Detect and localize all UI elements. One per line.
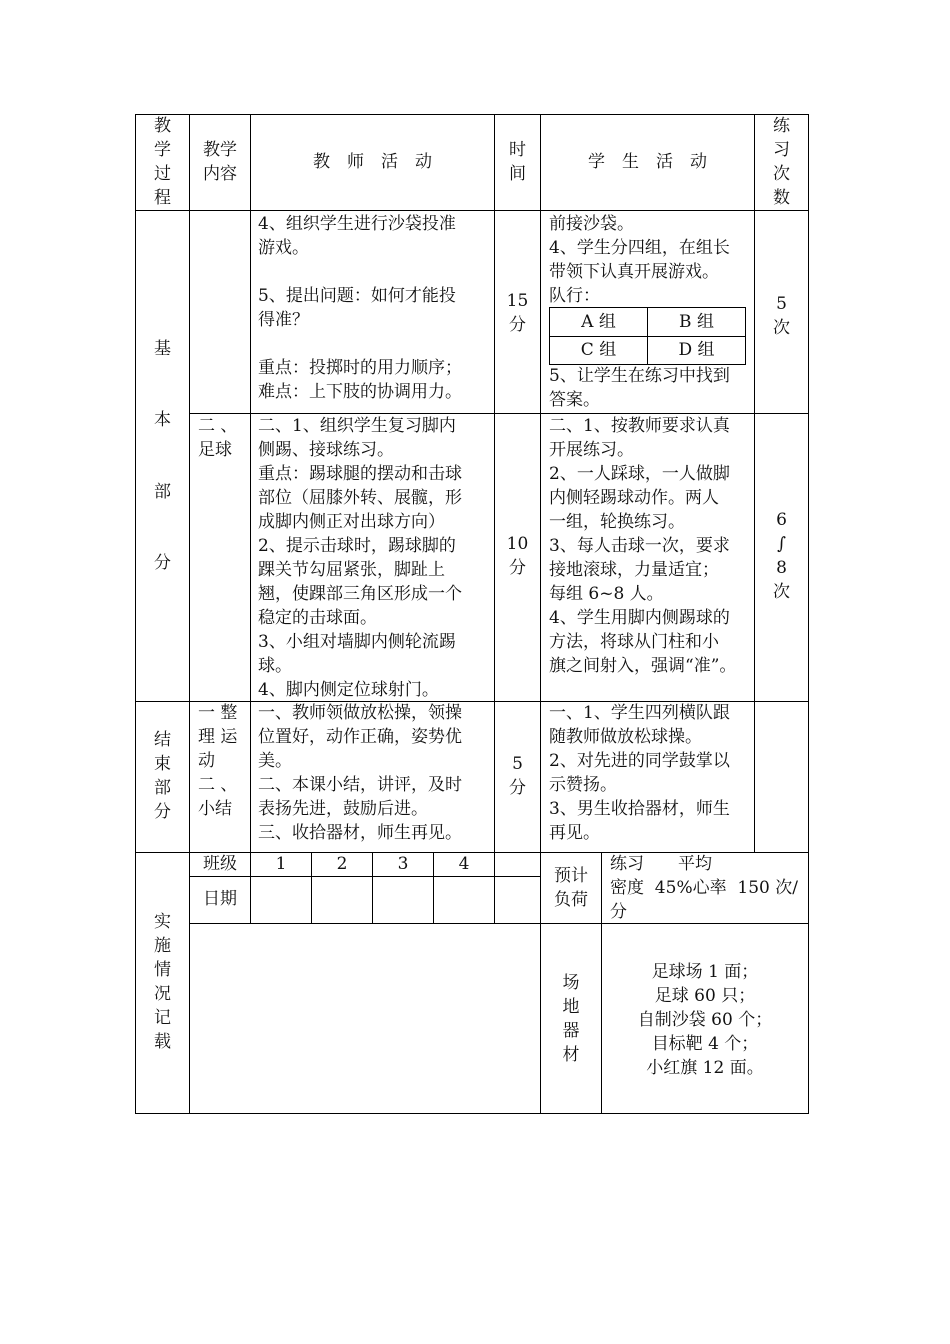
rule (540, 114, 541, 1114)
basic-row2-content: 二 、 足球 (198, 416, 238, 460)
date-label: 日期 (203, 889, 237, 909)
load-label: 预计 负荷 (554, 866, 588, 910)
basic-row1-count: 5 次 (773, 294, 790, 338)
end-teacher: 一、教师领做放松操，领操 位置好，动作正确，姿势优 美。 二、本课小结，讲评，及时 表扬先进，鼓励后进。 三、收拾器材，师生再见。 (258, 703, 462, 843)
rule (189, 876, 540, 877)
venue-label: 场 地 器 材 (562, 973, 580, 1065)
header-count: 练 习 次 数 (773, 116, 790, 208)
header-process: 教 学 过 程 (154, 116, 171, 208)
section-record-label: 实 施 情 况 记 载 (154, 912, 171, 1052)
basic-row1-time: 15 分 (506, 291, 529, 335)
group-a: A 组 (581, 312, 616, 332)
rule (135, 210, 809, 211)
rule (250, 114, 251, 853)
header-teacher: 教 师 活 动 (313, 152, 432, 172)
group-c: C 组 (580, 340, 617, 360)
rule (135, 114, 809, 115)
rule (494, 114, 495, 924)
header-content: 教学 内容 (203, 140, 237, 184)
header-student: 学 生 活 动 (588, 152, 707, 172)
class-2: 2 (336, 854, 348, 874)
class-1: 1 (275, 854, 287, 874)
basic-row1-student-bottom: 5、让学生在练习中找到 答案。 (549, 366, 730, 410)
header-time: 时 间 (509, 140, 526, 184)
basic-row2-time: 10 分 (506, 534, 529, 578)
basic-row2-count: 6 ∫ 8 次 (773, 510, 790, 602)
group-b: B 组 (679, 312, 714, 332)
end-student: 一、1、学生四列横队跟 随教师做放松球操。 2、对先进的同学鼓掌以 示赞扬。 3、男生收拾器材，师生 再见。 (549, 703, 730, 843)
rule (135, 1113, 809, 1114)
class-label: 班级 (203, 854, 237, 874)
equipment-list: 足球场 1 面； 足球 60 只； 自制沙袋 60 个； 目标靶 4 个； 小红旗 12 面。 (637, 962, 773, 1078)
load-values: 练习 平均 密度 45%心率 150 次/ 分 (610, 854, 798, 922)
class-4: 4 (458, 854, 470, 874)
section-end-label: 结 束 部 分 (154, 730, 171, 822)
basic-row2-student: 二、1、按教师要求认真 开展练习。 2、一人踩球，一人做脚 内侧轻踢球动作。两人 一组，轮换练习。 3、每人击球一次，要求 接地滚球，力量适宜； 每组 6~8 人。 4、学生用脚内侧踢球的 方法，将球从门柱和小 旗之间射入，强调“准”。 (549, 416, 737, 676)
basic-row1-student: 前接沙袋。 4、学生分四组，在组长 带领下认真开展游戏。 队行： (549, 214, 730, 306)
group-d: D 组 (678, 340, 715, 360)
basic-row1-teacher: 4、组织学生进行沙袋投准 游戏。 5、提出问题：如何才能投 得准？ 重点：投掷时的用力顺序； 难点：上下肢的协调用力。 (258, 214, 462, 402)
group-formation-table (549, 307, 746, 365)
rule (754, 114, 755, 853)
rule (189, 114, 190, 1114)
end-content: 一 整 理 运 动 二 、 小结 (198, 703, 238, 819)
class-3: 3 (397, 854, 409, 874)
basic-row2-teacher: 二、1、组织学生复习脚内 侧踢、接球练习。 重点：踢球腿的摆动和击球 部位（屈膝外转、展髋，形 成脚内侧正对出球方向） 2、提示击球时，踢球脚的 踝关节勾屈紧张，脚趾上 翘，使踝部三角区形成一个 稳定的击球面。 3、小组对墙脚内侧轮流踢 球。 4、脚内侧定位球射门。 (258, 416, 462, 700)
end-time: 5 分 (509, 754, 526, 798)
rule (808, 114, 809, 1114)
